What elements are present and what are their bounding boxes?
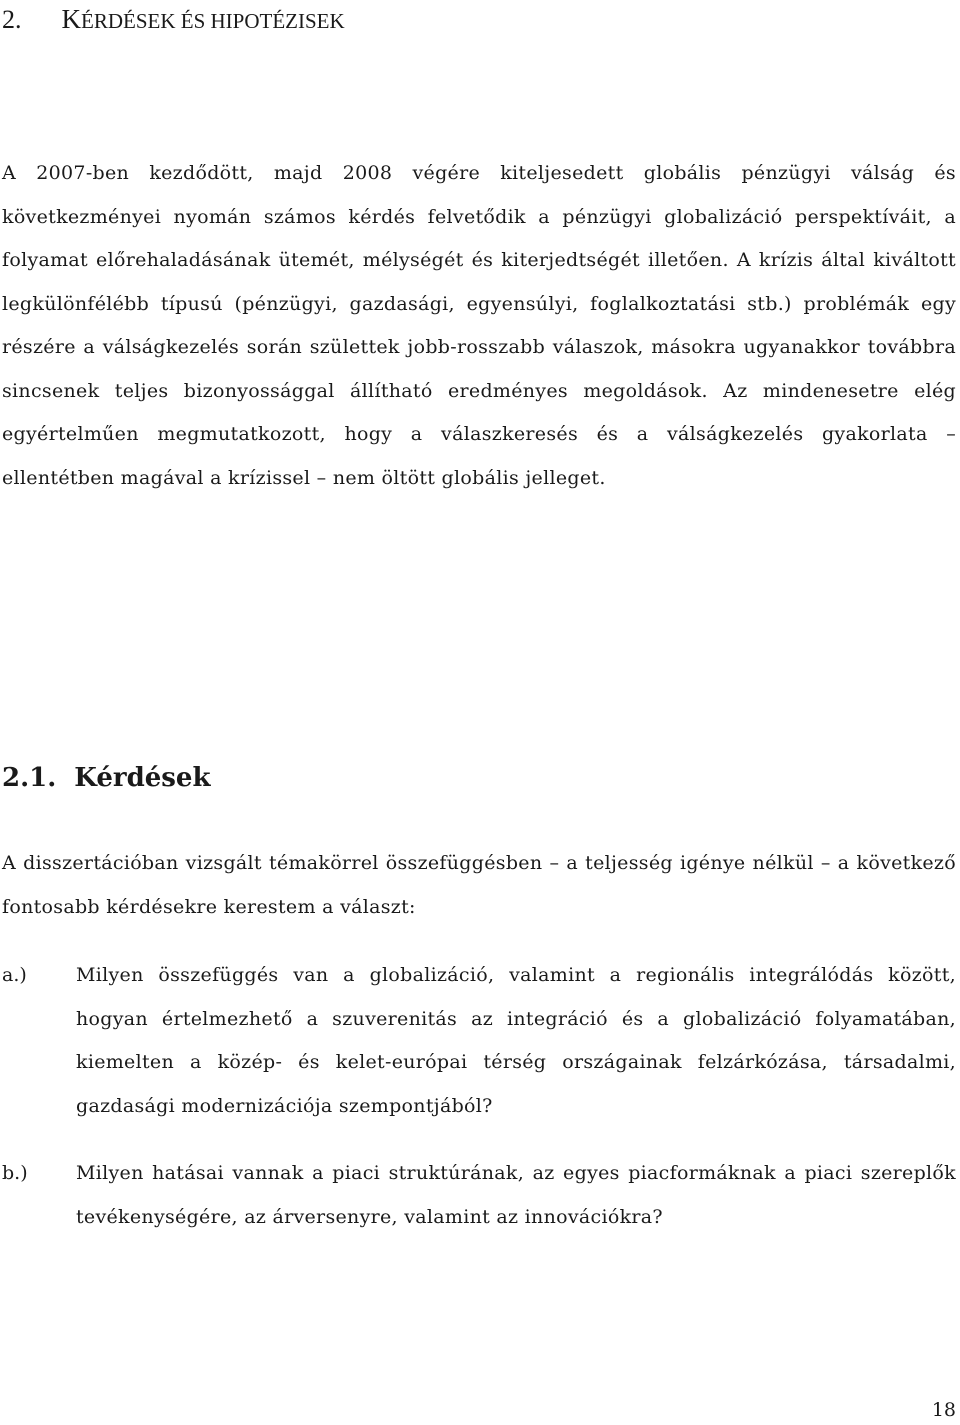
- section-heading: [2, 2, 345, 38]
- question-label: b.): [2, 1162, 28, 1184]
- question-item-b: [2, 1152, 956, 1239]
- question-text: Milyen összefüggés van a globalizáció, valamint a regionális integrálódás között, hogyan értelmezhető a szuverenitás az integráció és a globalizáció folyamatában, kiemelten a közép- és kelet-európai térség országainak felzárkózása, társadalmi, gazdasági modernizációja szempontjából?: [76, 964, 956, 1117]
- questions-intro-paragraph: A disszertációban vizsgált témakörrel összefüggésben – a teljesség igénye nélkül – a következő fontosabb kérdésekre kerestem a választ:: [2, 852, 956, 918]
- question-label: a.): [2, 964, 27, 986]
- intro-paragraph: A 2007-ben kezdődött, majd 2008 végére kiteljesedett globális pénzügyi válság és következményei nyomán számos kérdés felvetődik a pénzügyi globalizáció perspektíváit, a folyamat előrehaladásának ütemét, mélységét és kiterjedtségét illetően. A krízis által kiváltott legkülönfélébb típusú (pénzügyi, gazdasági, egyensúlyi, foglalkoztatási stb.) problémák egy részére a válságkezelés során születtek jobb-rosszabb válaszok, másokra ugyanakkor továbbra sincsenek teljes bizonyossággal állítható eredményes megoldások. Az mindenesetre elég egyértelműen megmutatkozott, hogy a válaszkeresés és a válságkezelés gyakorlata – ellentétben magával a krízissel – nem öltött globális jelleget.: [2, 162, 956, 489]
- question-text: Milyen hatásai vannak a piaci struktúrának, az egyes piacformáknak a piaci szereplők tevékenységére, az árversenyre, valamint az innovációkra?: [76, 1162, 956, 1228]
- section-number: 2.: [2, 5, 22, 34]
- page-number: 18: [931, 1399, 956, 1421]
- question-item-a: [2, 954, 956, 1128]
- section-title-initial: K: [61, 4, 81, 34]
- subsection-title: Kérdések: [74, 763, 211, 793]
- section-title-rest: ÉRDÉSEK ÉS HIPOTÉZISEK: [81, 9, 345, 33]
- subsection-heading: [2, 760, 210, 796]
- subsection-number: 2.1.: [2, 763, 57, 793]
